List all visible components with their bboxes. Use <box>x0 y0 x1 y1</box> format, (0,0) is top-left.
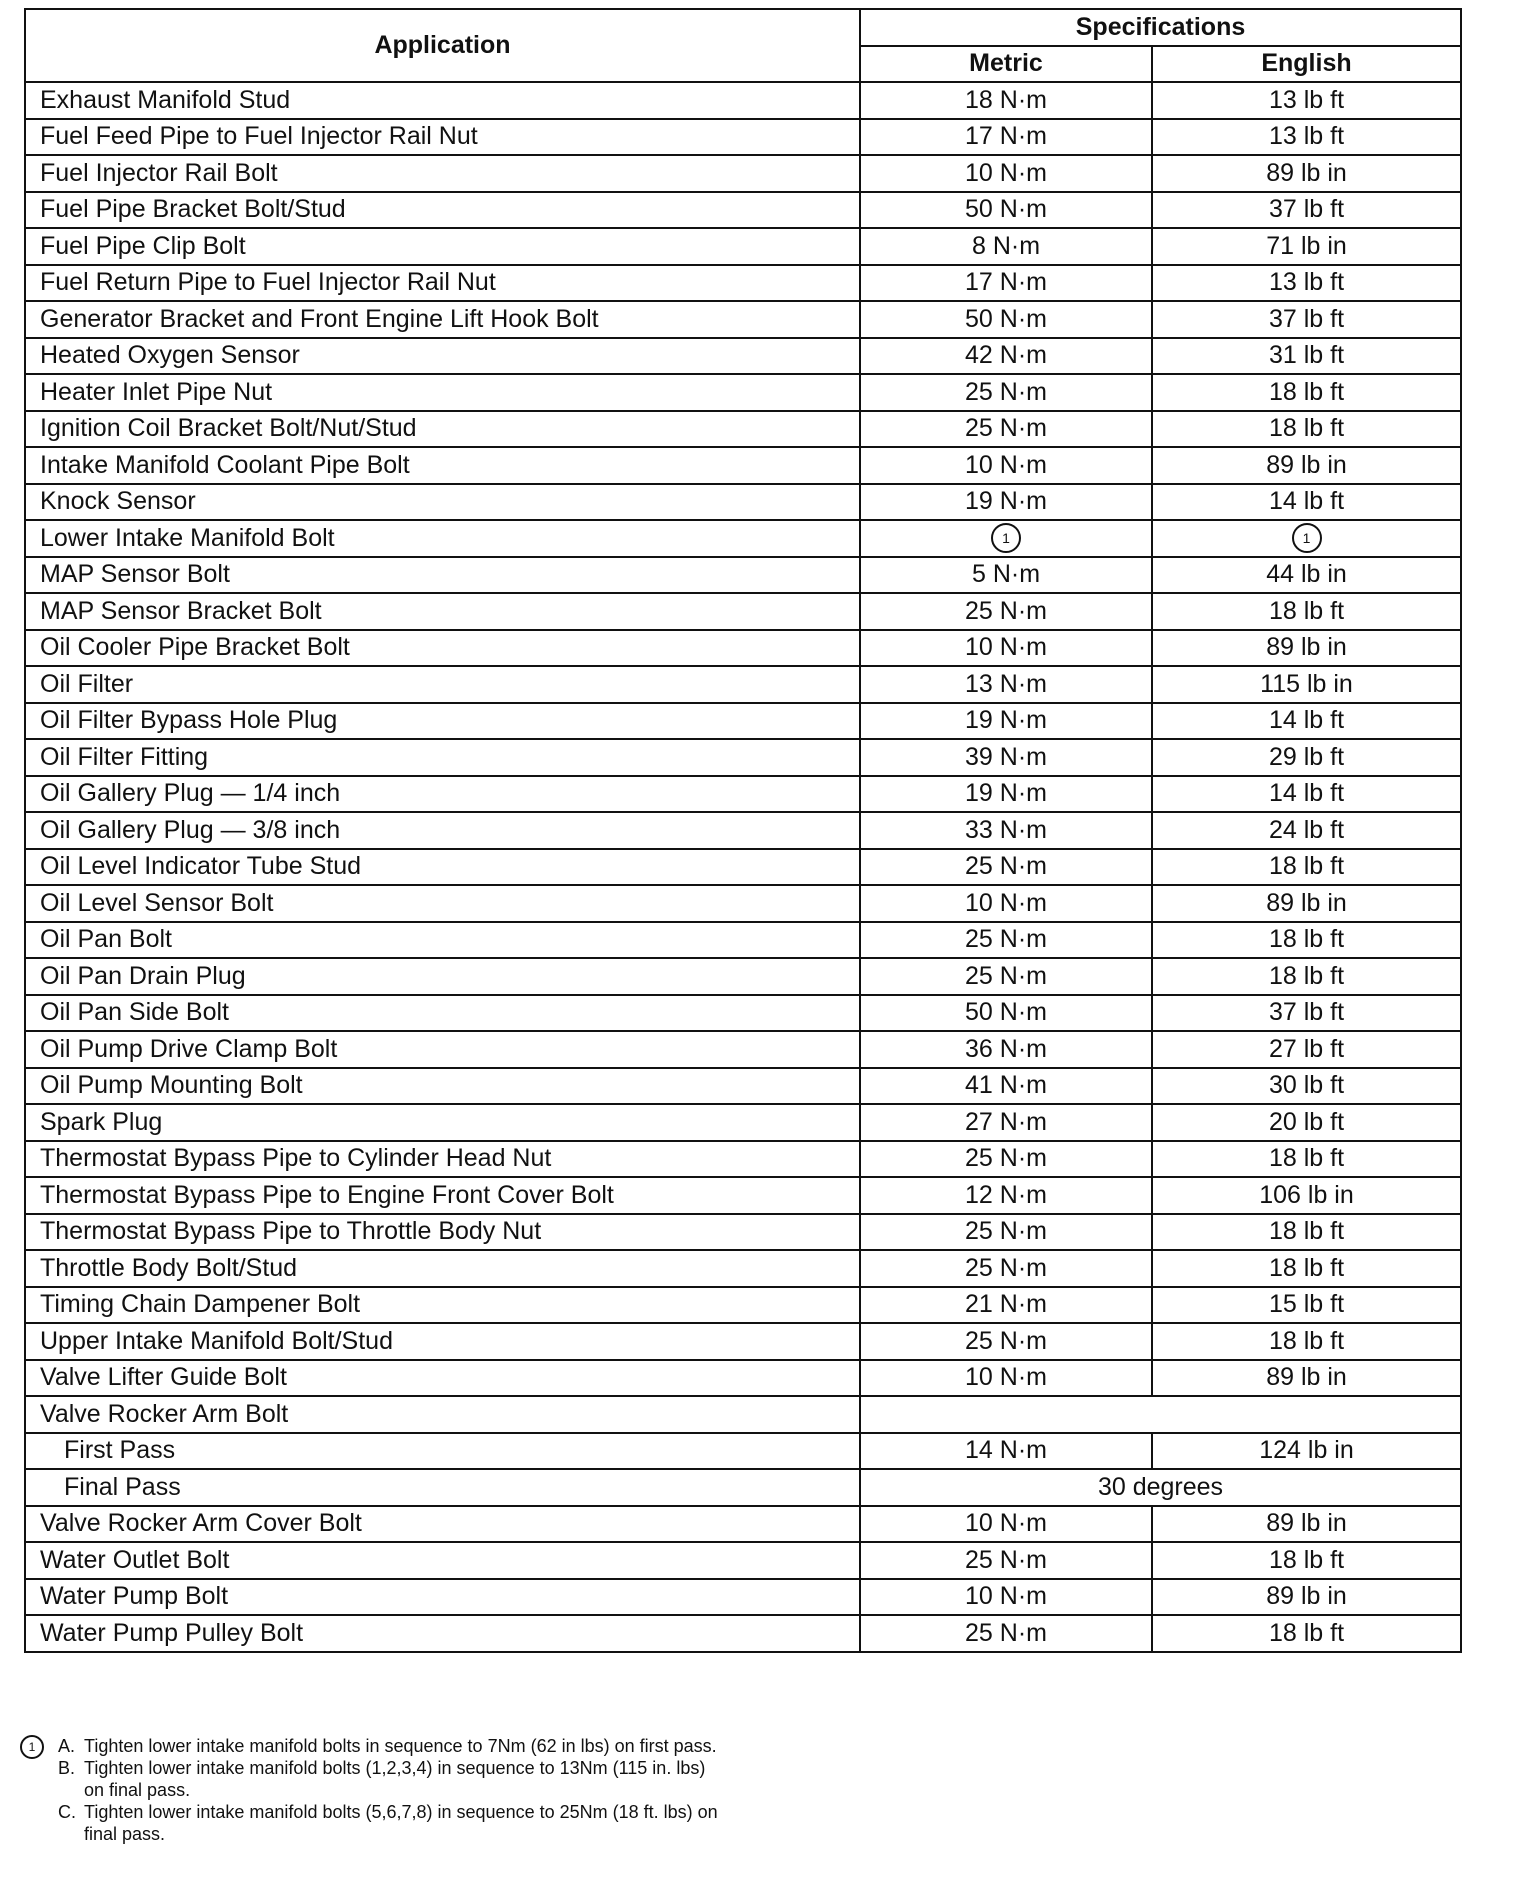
cell-application: Oil Pan Drain Plug <box>25 958 860 995</box>
cell-empty <box>860 1396 1461 1433</box>
table-row <box>25 1104 1461 1141</box>
cell-metric: 25 N·m <box>860 922 1152 959</box>
cell-english: 37 lb ft <box>1152 301 1461 338</box>
table-row <box>25 192 1461 229</box>
table-row <box>25 1068 1461 1105</box>
cell-application: Oil Filter Fitting <box>25 739 860 776</box>
cell-english: 27 lb ft <box>1152 1031 1461 1068</box>
cell-application: Oil Pump Drive Clamp Bolt <box>25 1031 860 1068</box>
table-row <box>25 776 1461 813</box>
cell-metric: 50 N·m <box>860 301 1152 338</box>
cell-application: Oil Pan Bolt <box>25 922 860 959</box>
table-row <box>25 849 1461 886</box>
cell-english: 18 lb ft <box>1152 1250 1461 1287</box>
cell-english: 13 lb ft <box>1152 119 1461 156</box>
table-row <box>25 520 1461 557</box>
table-row <box>25 995 1461 1032</box>
cell-metric: 25 N·m <box>860 1141 1152 1178</box>
table-row <box>25 812 1461 849</box>
footnote-letter: C. <box>58 1802 76 1822</box>
footnote-text: Tighten lower intake manifold bolts (1,2,3,4) in sequence to 13Nm (115 in. lbs) on final pass. <box>84 1758 706 1800</box>
cell-application: Timing Chain Dampener Bolt <box>25 1287 860 1324</box>
cell-application: Oil Filter Bypass Hole Plug <box>25 703 860 740</box>
table-row <box>25 374 1461 411</box>
cell-application: Oil Level Sensor Bolt <box>25 885 860 922</box>
cell-english: 18 lb ft <box>1152 1323 1461 1360</box>
cell-metric: 13 N·m <box>860 666 1152 703</box>
cell-english: 18 lb ft <box>1152 1141 1461 1178</box>
cell-metric: 19 N·m <box>860 703 1152 740</box>
table-row <box>25 1323 1461 1360</box>
table-row <box>25 666 1461 703</box>
cell-english: 106 lb in <box>1152 1177 1461 1214</box>
cell-english: 31 lb ft <box>1152 338 1461 375</box>
cell-english: 14 lb ft <box>1152 484 1461 521</box>
table-row <box>25 1250 1461 1287</box>
footnote-item <box>20 1757 724 1801</box>
cell-english: 14 lb ft <box>1152 776 1461 813</box>
cell-metric: 25 N·m <box>860 1542 1152 1579</box>
cell-application: Heater Inlet Pipe Nut <box>25 374 860 411</box>
cell-metric: 33 N·m <box>860 812 1152 849</box>
cell-metric: 25 N·m <box>860 1323 1152 1360</box>
cell-metric <box>860 520 1152 557</box>
cell-application: Oil Pump Mounting Bolt <box>25 1068 860 1105</box>
footnote-marker: 1 <box>20 1735 44 1759</box>
cell-metric: 50 N·m <box>860 192 1152 229</box>
header-english: English <box>1152 46 1461 83</box>
cell-metric: 19 N·m <box>860 484 1152 521</box>
cell-english: 24 lb ft <box>1152 812 1461 849</box>
cell-english: 13 lb ft <box>1152 82 1461 119</box>
table-row <box>25 1141 1461 1178</box>
cell-metric: 5 N·m <box>860 557 1152 594</box>
cell-application: Oil Pan Side Bolt <box>25 995 860 1032</box>
cell-english: 18 lb ft <box>1152 958 1461 995</box>
cell-application: Water Outlet Bolt <box>25 1542 860 1579</box>
table-row <box>25 228 1461 265</box>
footnote-letter: A. <box>58 1736 76 1756</box>
table-row <box>25 1031 1461 1068</box>
cell-application: Valve Rocker Arm Bolt <box>25 1396 860 1433</box>
cell-application: Final Pass <box>25 1469 860 1506</box>
cell-metric: 12 N·m <box>860 1177 1152 1214</box>
table-row <box>25 1396 1461 1433</box>
header-specifications: Specifications <box>860 9 1461 46</box>
cell-application: Lower Intake Manifold Bolt <box>25 520 860 557</box>
footnote-marker: 1 <box>991 523 1021 553</box>
cell-application: Valve Lifter Guide Bolt <box>25 1360 860 1397</box>
cell-metric: 10 N·m <box>860 447 1152 484</box>
table-row <box>25 1360 1461 1397</box>
table-row <box>25 1579 1461 1616</box>
table-row <box>25 119 1461 156</box>
cell-metric: 50 N·m <box>860 995 1152 1032</box>
table-row <box>25 1542 1461 1579</box>
cell-application: Water Pump Pulley Bolt <box>25 1615 860 1652</box>
cell-english: 14 lb ft <box>1152 703 1461 740</box>
cell-english: 29 lb ft <box>1152 739 1461 776</box>
cell-metric: 17 N·m <box>860 265 1152 302</box>
cell-metric: 10 N·m <box>860 630 1152 667</box>
footnote-item <box>20 1735 724 1757</box>
cell-application: Spark Plug <box>25 1104 860 1141</box>
cell-english: 18 lb ft <box>1152 411 1461 448</box>
cell-english: 18 lb ft <box>1152 1542 1461 1579</box>
cell-application: Water Pump Bolt <box>25 1579 860 1616</box>
cell-metric: 25 N·m <box>860 849 1152 886</box>
table-row <box>25 557 1461 594</box>
footnote-marker: 1 <box>1292 523 1322 553</box>
cell-english: 37 lb ft <box>1152 192 1461 229</box>
table-row <box>25 1506 1461 1543</box>
cell-metric: 39 N·m <box>860 739 1152 776</box>
cell-metric: 14 N·m <box>860 1433 1152 1470</box>
cell-application: Intake Manifold Coolant Pipe Bolt <box>25 447 860 484</box>
cell-application: Valve Rocker Arm Cover Bolt <box>25 1506 860 1543</box>
cell-spec-span: 30 degrees <box>860 1469 1461 1506</box>
table-row <box>25 1177 1461 1214</box>
cell-metric: 25 N·m <box>860 593 1152 630</box>
cell-application: Upper Intake Manifold Bolt/Stud <box>25 1323 860 1360</box>
cell-metric: 10 N·m <box>860 1360 1152 1397</box>
cell-english: 18 lb ft <box>1152 1214 1461 1251</box>
cell-metric: 25 N·m <box>860 1214 1152 1251</box>
table-row <box>25 82 1461 119</box>
cell-english <box>1152 520 1461 557</box>
table-row <box>25 155 1461 192</box>
table-row <box>25 739 1461 776</box>
cell-english: 124 lb in <box>1152 1433 1461 1470</box>
cell-application: Oil Cooler Pipe Bracket Bolt <box>25 630 860 667</box>
cell-metric: 25 N·m <box>860 411 1152 448</box>
table-row <box>25 265 1461 302</box>
table-row <box>25 411 1461 448</box>
footnote-letter: B. <box>58 1758 76 1778</box>
cell-english: 18 lb ft <box>1152 1615 1461 1652</box>
table-row <box>25 1615 1461 1652</box>
table-row <box>25 885 1461 922</box>
footnote-text: Tighten lower intake manifold bolts in sequence to 7Nm (62 in lbs) on first pass. <box>84 1736 717 1756</box>
cell-metric: 10 N·m <box>860 1579 1152 1616</box>
cell-metric: 42 N·m <box>860 338 1152 375</box>
table-row <box>25 1469 1461 1506</box>
cell-metric: 25 N·m <box>860 958 1152 995</box>
cell-english: 89 lb in <box>1152 630 1461 667</box>
table-row <box>25 301 1461 338</box>
cell-metric: 27 N·m <box>860 1104 1152 1141</box>
cell-application: MAP Sensor Bracket Bolt <box>25 593 860 630</box>
cell-application: Oil Level Indicator Tube Stud <box>25 849 860 886</box>
cell-application: Throttle Body Bolt/Stud <box>25 1250 860 1287</box>
cell-application: Oil Gallery Plug — 1/4 inch <box>25 776 860 813</box>
cell-metric: 10 N·m <box>860 885 1152 922</box>
cell-application: Exhaust Manifold Stud <box>25 82 860 119</box>
cell-metric: 10 N·m <box>860 155 1152 192</box>
cell-english: 89 lb in <box>1152 1506 1461 1543</box>
cell-metric: 36 N·m <box>860 1031 1152 1068</box>
cell-application: Heated Oxygen Sensor <box>25 338 860 375</box>
cell-application: Thermostat Bypass Pipe to Engine Front Cover Bolt <box>25 1177 860 1214</box>
cell-english: 115 lb in <box>1152 666 1461 703</box>
cell-metric: 8 N·m <box>860 228 1152 265</box>
header-application: Application <box>25 9 860 82</box>
cell-metric: 19 N·m <box>860 776 1152 813</box>
cell-metric: 21 N·m <box>860 1287 1152 1324</box>
table-body <box>25 82 1461 1652</box>
table-row <box>25 1287 1461 1324</box>
cell-english: 18 lb ft <box>1152 593 1461 630</box>
cell-english: 37 lb ft <box>1152 995 1461 1032</box>
table-row <box>25 447 1461 484</box>
cell-english: 20 lb ft <box>1152 1104 1461 1141</box>
table-row <box>25 338 1461 375</box>
cell-english: 18 lb ft <box>1152 374 1461 411</box>
cell-application: Fuel Injector Rail Bolt <box>25 155 860 192</box>
cell-application: Thermostat Bypass Pipe to Cylinder Head Nut <box>25 1141 860 1178</box>
table-row <box>25 484 1461 521</box>
cell-application: Fuel Return Pipe to Fuel Injector Rail Nut <box>25 265 860 302</box>
cell-english: 30 lb ft <box>1152 1068 1461 1105</box>
torque-spec-table <box>24 8 1462 1653</box>
table-row <box>25 630 1461 667</box>
cell-application: Fuel Pipe Clip Bolt <box>25 228 860 265</box>
table-row <box>25 1214 1461 1251</box>
cell-application: Generator Bracket and Front Engine Lift Hook Bolt <box>25 301 860 338</box>
table-row <box>25 958 1461 995</box>
footnotes <box>20 1735 724 1845</box>
cell-english: 18 lb ft <box>1152 922 1461 959</box>
cell-application: MAP Sensor Bolt <box>25 557 860 594</box>
cell-application: Ignition Coil Bracket Bolt/Nut/Stud <box>25 411 860 448</box>
table-row <box>25 922 1461 959</box>
cell-metric: 25 N·m <box>860 374 1152 411</box>
header-metric: Metric <box>860 46 1152 83</box>
table-row <box>25 593 1461 630</box>
table-header <box>25 9 1461 82</box>
cell-metric: 25 N·m <box>860 1250 1152 1287</box>
cell-application: Oil Filter <box>25 666 860 703</box>
cell-english: 89 lb in <box>1152 1579 1461 1616</box>
footnote-text: Tighten lower intake manifold bolts (5,6,7,8) in sequence to 25Nm (18 ft. lbs) on final pass. <box>84 1802 718 1844</box>
cell-english: 44 lb in <box>1152 557 1461 594</box>
cell-metric: 18 N·m <box>860 82 1152 119</box>
cell-english: 89 lb in <box>1152 885 1461 922</box>
cell-metric: 10 N·m <box>860 1506 1152 1543</box>
cell-english: 89 lb in <box>1152 155 1461 192</box>
cell-application: Fuel Feed Pipe to Fuel Injector Rail Nut <box>25 119 860 156</box>
cell-english: 71 lb in <box>1152 228 1461 265</box>
table-row <box>25 1433 1461 1470</box>
cell-metric: 17 N·m <box>860 119 1152 156</box>
cell-application: Oil Gallery Plug — 3/8 inch <box>25 812 860 849</box>
cell-application: Fuel Pipe Bracket Bolt/Stud <box>25 192 860 229</box>
footnote-item <box>20 1801 724 1845</box>
cell-application: Knock Sensor <box>25 484 860 521</box>
cell-english: 89 lb in <box>1152 447 1461 484</box>
cell-application: Thermostat Bypass Pipe to Throttle Body Nut <box>25 1214 860 1251</box>
table-row <box>25 703 1461 740</box>
cell-english: 13 lb ft <box>1152 265 1461 302</box>
cell-english: 15 lb ft <box>1152 1287 1461 1324</box>
cell-english: 89 lb in <box>1152 1360 1461 1397</box>
cell-metric: 41 N·m <box>860 1068 1152 1105</box>
cell-application: First Pass <box>25 1433 860 1470</box>
cell-metric: 25 N·m <box>860 1615 1152 1652</box>
cell-english: 18 lb ft <box>1152 849 1461 886</box>
